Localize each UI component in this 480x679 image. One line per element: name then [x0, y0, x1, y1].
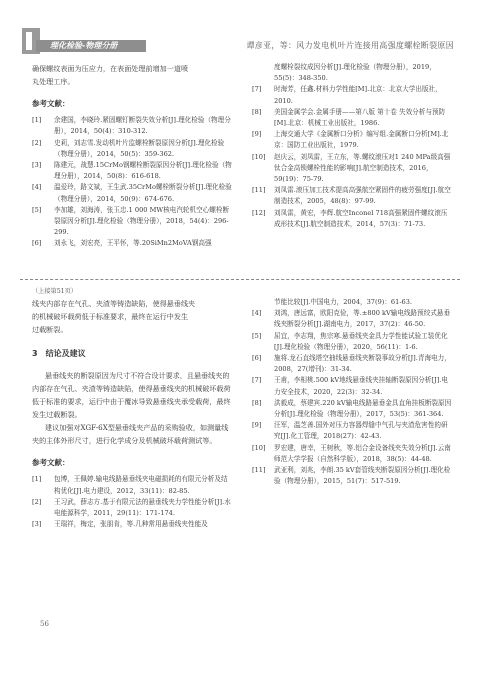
reference-item: [4] 温爱玲，路文斌，王生武.35CrMo螺栓断裂分析[J].理化检验（物理分册），2014，50(9)：674-676.	[32, 183, 232, 203]
body-line: 过载断裂。	[32, 325, 68, 334]
reference-item: [1] 包博，王佩婷.输电线路悬垂线夹电磁损耗的有限元分析及结构优化[J].电力建设，2012，33(11)：82-85.	[32, 475, 228, 495]
conclusion-paragraph: 悬垂线夹的断裂原因为尺寸不符合设计要求，且悬垂线夹的内部存在气孔、夹渣等铸造缺陷，使得悬垂线夹的机械破坏载荷低于标准的要求，运行中由于覆冰导致悬垂线夹承受载荷，最终发生过载断裂。	[32, 371, 231, 420]
reference-item: [1] 余建国，李晓玲.紧固螺钉断裂失效分析[J].理化检验（物理分册），2014，50(4)：310-312.	[32, 116, 231, 136]
refs-title: 参考文献：	[32, 458, 70, 468]
reference-item: [12] 刘凤雷，黄宏，李辉.航空Inconel 718高强紧固件螺纹滚压成形技术[J].航空制造技术，2014，57(3)：71-73.	[252, 208, 448, 228]
reference-item: 度螺栓裂纹成因分析[J].理化检验（物理分册），2019，55(5)：348-350.	[274, 63, 436, 83]
reference-item: [9] 汪军，温芝善.国外对压力容器焊缝中气孔与夹渣危害性的研究[J].化工管理，2018(27)：42-43.	[252, 421, 448, 441]
journal-logo-text: 理化检验-物理分册	[50, 41, 118, 50]
top-right-column	[252, 62, 452, 230]
reference-item: [11] 武亚利，刘兆，李朗.35 kV套管线夹断裂原因分析[J].理化检验（物理分册），2015，51(7)：517-519.	[252, 466, 451, 486]
recommendation-paragraph: 建议加强对XGF-6X型悬垂线夹产品的采购验收，如测量线夹的主体外形尺寸，进行化学成分及机械破坏载荷测试等。	[32, 423, 229, 446]
reference-item: [5] 李加雄，刘海涛，张玉忠.1 000 MW核电汽轮机空心螺栓断裂原因分析[J].理化检验（物理分册），2018，54(4)：296-299.	[32, 205, 230, 237]
refs-title: 参考文献：	[32, 99, 70, 108]
continued-note: （上接第51页）	[32, 288, 77, 295]
reference-item: [8] 美国金属学会.金属手册——第八版 第十卷 失效分析与预防[M].北京：机械工业出版社，1986.	[252, 107, 446, 128]
bottom-right-column	[252, 297, 452, 487]
bottom-left-column	[32, 297, 232, 530]
reference-item: [10] 赵庆云，刘凤雷，王立东，等.螺纹滚压对1 240 MPa级高强钛合金高锁螺栓性能的影响[J].航空制造技术，2016，59(19)：75-79.	[252, 152, 451, 184]
article-separator	[20, 279, 460, 280]
reference-item: [4] 刘鸿，唐远富，欧阳克俭，等.±800 kV输电线路预绞式悬垂线夹断裂分析[J].湖南电力，2017，37(2)：46-50.	[252, 309, 451, 329]
journal-logo-band	[36, 40, 146, 52]
reference-item: [2] 王习武，薛志方.基于有限元法的悬垂线夹力学性能分析[J].水电能源科学，2011，29(11)：171-174.	[32, 497, 231, 518]
reference-item: [5] 屈宜，李志翔，焦宗寒.悬垂线夹金具力学性能试验工装优化[J].理化检验（物理分册），2020，56(11)：1-6.	[252, 331, 448, 351]
reference-item: [9] 上海交通大学《金属断口分析》编写组.金属断口分析[M].北京：国防工业出版社，1979.	[252, 130, 449, 150]
reference-list	[32, 115, 232, 249]
reference-item: [3] 王瑞祥，梅定，张朋肯，等.几种常用悬垂线夹性能及	[32, 520, 208, 529]
reference-item: [3] 陈建元，战慧.15CrMo钢螺栓断裂原因分析[J].理化检验（物理分册），2014，50(8)：616-618.	[32, 161, 232, 181]
reference-item: [7] 时海芳，任鑫.材料力学性能[M].北京：北京大学出版社，2010.	[252, 85, 442, 105]
body-line: 线夹内部存在气孔、夹渣等铸造缺陷，使得悬垂线夹	[32, 299, 196, 308]
reference-item: [7] 王甫，李相桃.500 kV地线悬垂线夹挂轴断裂原因分析[J].电力安全技术，2020，22(3)：32-34.	[252, 376, 448, 396]
running-title: 谭彦亚，等：风力发电机叶片连接用高强度螺栓断裂原因	[246, 41, 454, 50]
reference-item: 节能比较[J].中国电力，2004，37(9)：61-63.	[274, 298, 413, 306]
reference-item: [6] 施将.龙石直线塔空抽线悬垂线夹断裂事故分析[J].青海电力，2008，27(增刊)：31-34.	[252, 354, 451, 374]
reference-item: [11] 刘凤雷.滚压加工技术提高高强航空紧固件的疲劳强度[J].航空制造技术，2005，48(8)：97-99.	[252, 186, 451, 206]
top-left-column	[32, 62, 232, 250]
reference-item: [6] 刘永飞，刘宏亮，王平怀，等.20SiMn2MoVA钢高强	[32, 239, 212, 248]
page-number: 56	[40, 620, 49, 628]
reference-item: [10] 罗宏建，唐幸，王树秋，等.铝合金设备线夹失效分析[J].云南师范大学学报（自然科学版），2018，38(5)：44-48.	[252, 443, 451, 463]
body-line: 丸处理工序。	[32, 77, 75, 86]
reference-item: [2] 史莉，刘志雪.发动机叶片监螺栓断裂原因分析[J].理化检验（物理分册），2014，50(5)：359-362.	[32, 138, 225, 158]
section-title: 3 结论及建议	[32, 349, 86, 358]
body-line: 的机械破坏载荷低于标准要求，最终在运行中发生	[32, 312, 189, 321]
body-line: 确保螺纹表面为压应力，在表面处理前增加一道喷	[32, 64, 189, 73]
reference-item: [8] 洪毅成，蔡建宾.220 kV输电线路悬垂金具直角挂板断裂原因分析[J].理化检验（物理分册），2017，53(5)：361-364.	[252, 398, 452, 419]
